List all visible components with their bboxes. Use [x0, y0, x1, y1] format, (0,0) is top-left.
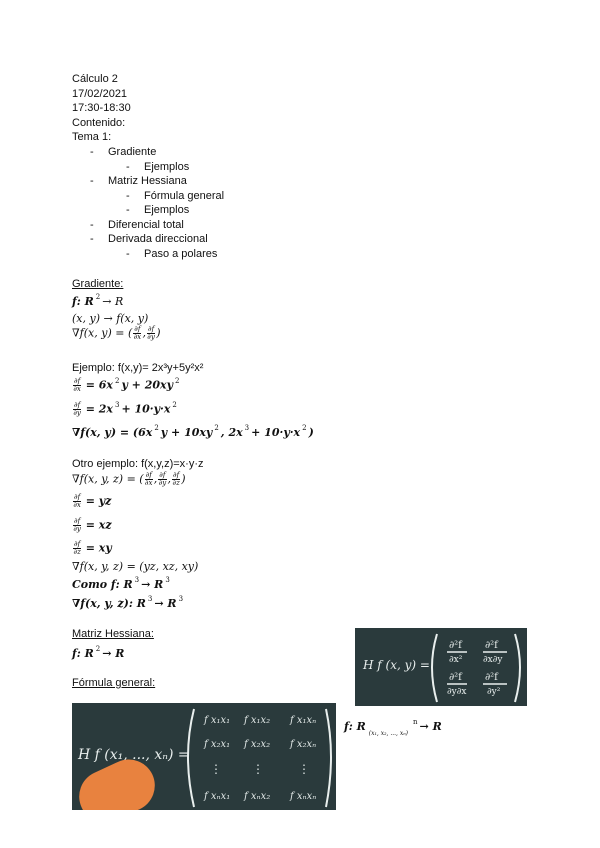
- bullet: -: [126, 161, 130, 173]
- svg-text:f x₂xₙ: f x₂xₙ: [290, 739, 317, 750]
- example2-gradient-def: ∇f(x, y, z) = ( $\frac{\partial f}{\partial x}$ , $\frac{\partial f}{\partial y}$ , $\frac{\partial f}{\partial z}$ ): [72, 471, 186, 487]
- course-title: Cálculo 2: [72, 73, 118, 85]
- example2-como: Como f: R $^3$ → R $^3$: [72, 576, 170, 591]
- svg-text:∂x∂y: ∂x∂y: [483, 655, 503, 665]
- bullet: -: [90, 219, 94, 231]
- bullet: -: [90, 233, 94, 245]
- list-item: Derivada direccional: [108, 233, 208, 245]
- general-function-signature: f: $R_{(x_1, x_2, ..., x_n)}^n \to R$: [344, 718, 442, 737]
- hessian-domain-line: f: R $^2$ → R: [72, 645, 125, 660]
- gradient-domain-line: f: R $^2$ → R: [72, 293, 124, 308]
- svg-text:⋮: ⋮: [252, 762, 264, 776]
- list-item: Ejemplos: [144, 161, 190, 173]
- class-time: 17:30-18:30: [72, 102, 131, 115]
- svg-text:⋮: ⋮: [210, 762, 222, 776]
- general-formula-heading: Fórmula general:: [72, 677, 156, 689]
- bullet: -: [90, 146, 94, 158]
- blackboard-hessian-general-image: [72, 703, 336, 810]
- example1-dfdy: $\frac{\partial f}{\partial y}$ = 2x $^3$ + 10·y·x $^2$: [73, 400, 177, 417]
- board-hessian-label: H f (x, y) =: [363, 658, 430, 672]
- svg-text:∂²f: ∂²f: [485, 672, 498, 683]
- example2-dfdx: $\frac{\partial f}{\partial x}$ = yz: [73, 493, 112, 509]
- svg-text:f xₙx₂: f xₙx₂: [244, 791, 271, 802]
- svg-text:∂y∂x: ∂y∂x: [447, 687, 467, 697]
- svg-text:f x₁x₂: f x₁x₂: [244, 715, 271, 726]
- blackboard-hessian-2x2-image: [355, 628, 527, 706]
- list-item: Ejemplos: [144, 204, 190, 216]
- bullet: -: [126, 204, 130, 216]
- example1-label: Ejemplo: f(x,y)= 2x³y+5y²x²: [72, 362, 204, 374]
- contents-label: Contenido:: [72, 116, 126, 129]
- example1-gradient: ∇f(x, y) = (6x $^2$ y + 10xy $^2$ , 2x $^3$ + 10·y·x $^2$ ): [72, 424, 314, 439]
- example2-dfdz: $\frac{\partial f}{\partial z}$ = xy: [73, 540, 112, 556]
- hessian-heading: Matriz Hessiana:: [72, 628, 154, 640]
- svg-text:f x₁xₙ: f x₁xₙ: [290, 715, 317, 726]
- gradient-map-line: (x, y) → f(x, y): [72, 312, 149, 325]
- header-block: [72, 72, 131, 145]
- example2-label: Otro ejemplo: f(x,y,z)=x·y·z: [72, 458, 204, 470]
- svg-text:∂²f: ∂²f: [485, 640, 498, 651]
- list-item: Diferencial total: [108, 219, 184, 231]
- board-general-label: H f (x₁, ..., xₙ) =: [78, 747, 190, 763]
- svg-text:∂y²: ∂y²: [487, 687, 501, 697]
- svg-text:∂²f: ∂²f: [449, 672, 462, 683]
- svg-text:∂²f: ∂²f: [449, 640, 462, 651]
- svg-text:f x₂x₁: f x₂x₁: [204, 739, 231, 750]
- gradient-heading: Gradiente:: [72, 278, 124, 290]
- bullet: -: [90, 175, 94, 187]
- list-item: Fórmula general: [144, 190, 225, 202]
- example1-dfdx: $\frac{\partial f}{\partial x}$ = 6x $^2$ y + 20xy $^2$: [73, 376, 180, 393]
- svg-text:∂x²: ∂x²: [449, 655, 463, 665]
- bullet: -: [126, 248, 130, 260]
- topic-label: Tema 1:: [72, 131, 112, 144]
- list-item: Matriz Hessiana: [108, 175, 187, 187]
- gradient-definition: ∇f(x, y) = ( $\frac{\partial f}{\partial x}$ , $\frac{\partial f}{\partial y}$ ): [72, 325, 161, 341]
- svg-text:f x₁x₁: f x₁x₁: [204, 715, 231, 726]
- svg-text:f xₙx₁: f xₙx₁: [204, 791, 231, 802]
- bullet: -: [126, 190, 130, 202]
- example2-dfdy: $\frac{\partial f}{\partial y}$ = xz: [73, 517, 112, 533]
- board-matrix-strokes: [355, 628, 527, 706]
- svg-text:f xₙxₙ: f xₙxₙ: [290, 791, 317, 802]
- list-item: Gradiente: [108, 146, 157, 158]
- class-date: 17/02/2021: [72, 87, 128, 100]
- example2-map: ∇f(x, y, z): R $^3$ → R $^3$: [72, 595, 184, 610]
- svg-text:⋮: ⋮: [298, 762, 310, 776]
- list-item: Paso a polares: [144, 248, 218, 260]
- svg-text:f x₂x₂: f x₂x₂: [244, 739, 271, 750]
- example2-result: ∇f(x, y, z) = (yz, xz, xy): [72, 560, 199, 573]
